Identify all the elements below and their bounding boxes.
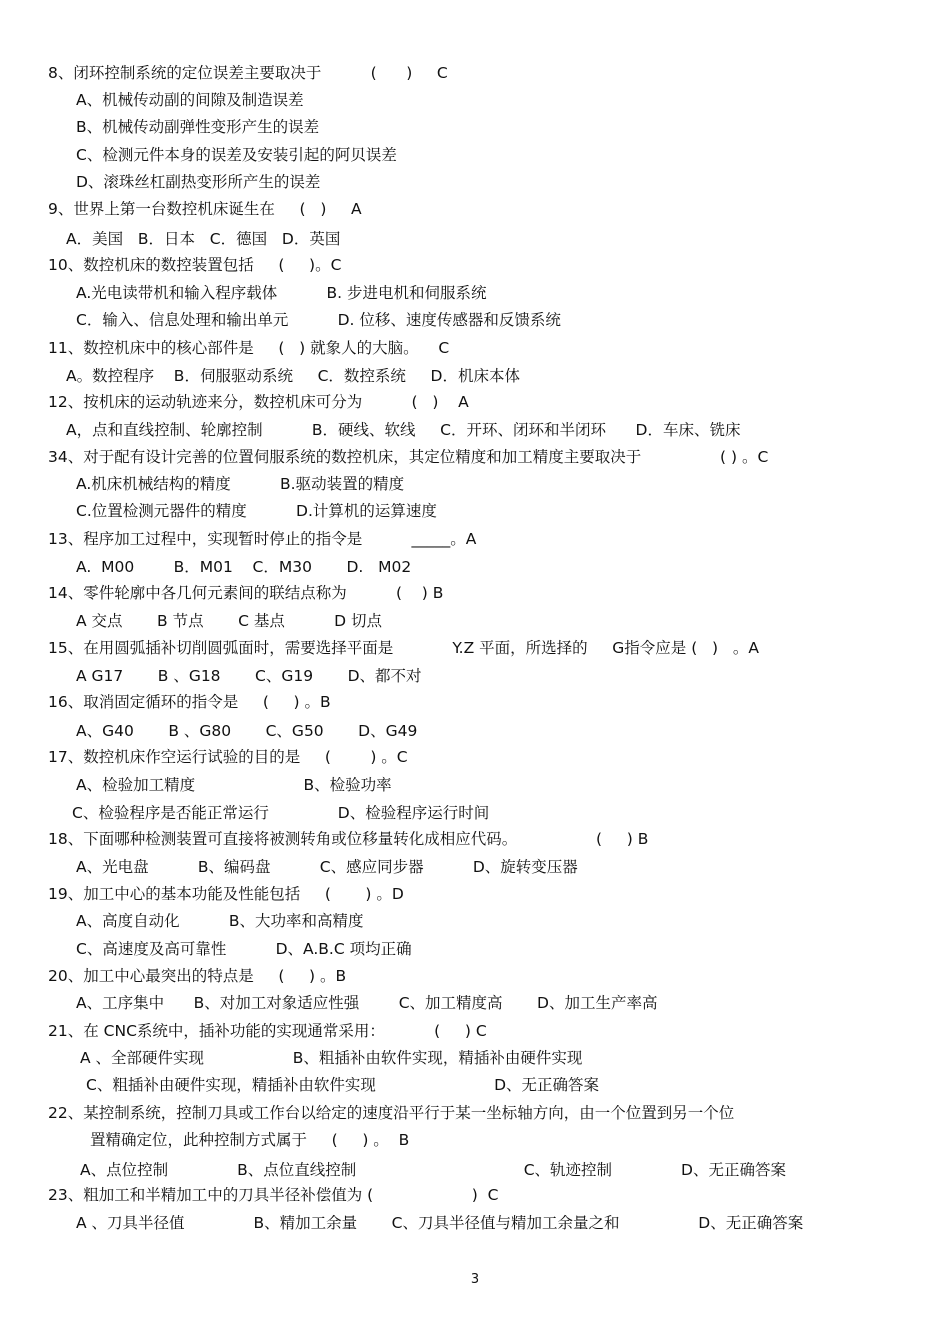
question-9: 9、世界上第一台数控机床诞生在 ( ) A	[48, 200, 362, 218]
option-line: C、检测元件本身的误差及安装引起的阿贝误差	[76, 146, 397, 164]
option-line: C．输入、信息处理和输出单元 D. 位移、速度传感器和反馈系统	[76, 311, 561, 329]
option-line: A、工序集中 B、对加工对象适应性强 C、加工精度高 D、加工生产率高	[76, 994, 658, 1012]
option-line: C、检验程序是否能正常运行 D、检验程序运行时间	[72, 804, 490, 822]
question-15: 15、在用圆弧插补切削圆弧面时，需要选择平面是 Y.Z 平面，所选择的 G指令应是 ( ) 。A	[48, 639, 759, 657]
question-19: 19、加工中心的基本功能及性能包括 ( ) 。D	[48, 885, 404, 903]
question-18: 18、下面哪种检测装置可直接将被测转角或位移量转化成相应代码。 ( ) B	[48, 830, 649, 848]
option-line: A．美国 B．日本 C．德国 D．英国	[66, 230, 341, 248]
option-line: A、光电盘 B、编码盘 C、感应同步器 D、旋转变压器	[76, 858, 578, 876]
option-line: A、高度自动化 B、大功率和高精度	[76, 912, 364, 930]
option-line: A 交点 B 节点 C 基点 D 切点	[76, 612, 382, 630]
option-line: A. M00 B．M01 C．M30 D. M02	[76, 558, 412, 576]
question-11: 11、数控机床中的核心部件是 ( ) 就象人的大脑。 C	[48, 339, 450, 357]
option-line: A、G40 B 、G80 C、G50 D、G49	[76, 722, 418, 740]
question-17: 17、数控机床作空运行试验的目的是 ( ) 。C	[48, 748, 408, 766]
option-line: A、机械传动副的间隙及制造误差	[76, 91, 304, 109]
option-line: A、检验加工精度 B、检验功率	[76, 776, 392, 794]
option-line: A 、刀具半径值 B、精加工余量 C、刀具半径值与精加工余量之和 D、无正确答案	[76, 1214, 804, 1232]
question-23: 23、粗加工和半精加工中的刀具半径补偿值为 ( ) C	[48, 1186, 499, 1204]
option-line: A。数控程序 B．伺服驱动系统 C．数控系统 D．机床本体	[66, 367, 520, 385]
question-12: 12、按机床的运动轨迹来分，数控机床可分为 ( ) A	[48, 393, 469, 411]
option-line: A，点和直线控制、轮廓控制 B．硬线、软线 C．开环、闭环和半闭环 D．车床、铣床	[66, 421, 741, 439]
question-13: 13、程序加工过程中，实现暂时停止的指令是 _____。A	[48, 530, 477, 548]
question-22-continued: 置精确定位，此种控制方式属于 ( ) 。 B	[90, 1131, 410, 1149]
option-line: D、滚珠丝杠副热变形所产生的误差	[76, 173, 321, 191]
page-number: 3	[470, 1272, 480, 1287]
option-line: A 、全部硬件实现 B、粗插补由软件实现，精插补由硬件实现	[80, 1049, 583, 1067]
question-21: 21、在 CNC系统中，插补功能的实现通常采用： ( ) C	[48, 1022, 487, 1040]
question-20: 20、加工中心最突出的特点是 ( ) 。B	[48, 967, 347, 985]
option-line: A G17 B 、G18 C、G19 D、都不对	[76, 667, 422, 685]
option-line: C、高速度及高可靠性 D、A.B.C 项均正确	[76, 940, 412, 958]
option-line: B、机械传动副弹性变形产生的误差	[76, 118, 320, 136]
option-line: C、粗插补由硬件实现，精插补由软件实现 D、无正确答案	[86, 1076, 600, 1094]
question-34: 34、对于配有设计完善的位置伺服系统的数控机床，其定位精度和加工精度主要取决于 ( ) 。C	[48, 448, 769, 466]
question-22: 22、某控制系统，控制刀具或工作台以给定的速度沿平行于某一坐标轴方向，由一个位置到另一个位	[48, 1104, 735, 1122]
option-line: A.光电读带机和输入程序载体 B. 步进电机和伺服系统	[76, 284, 487, 302]
option-line: A.机床机械结构的精度 B.驱动装置的精度	[76, 475, 405, 493]
question-14: 14、零件轮廓中各几何元素间的联结点称为 ( ) B	[48, 584, 444, 602]
option-line: C.位置检测元器件的精度 D.计算机的运算速度	[76, 502, 437, 520]
option-line: A、点位控制 B、点位直线控制 C、轨迹控制 D、无正确答案	[80, 1161, 786, 1179]
question-8: 8、闭环控制系统的定位误差主要取决于 ( ) C	[48, 64, 448, 82]
question-10: 10、数控机床的数控装置包括 ( )。C	[48, 256, 342, 274]
question-16: 16、取消固定循环的指令是 ( ) 。B	[48, 693, 331, 711]
